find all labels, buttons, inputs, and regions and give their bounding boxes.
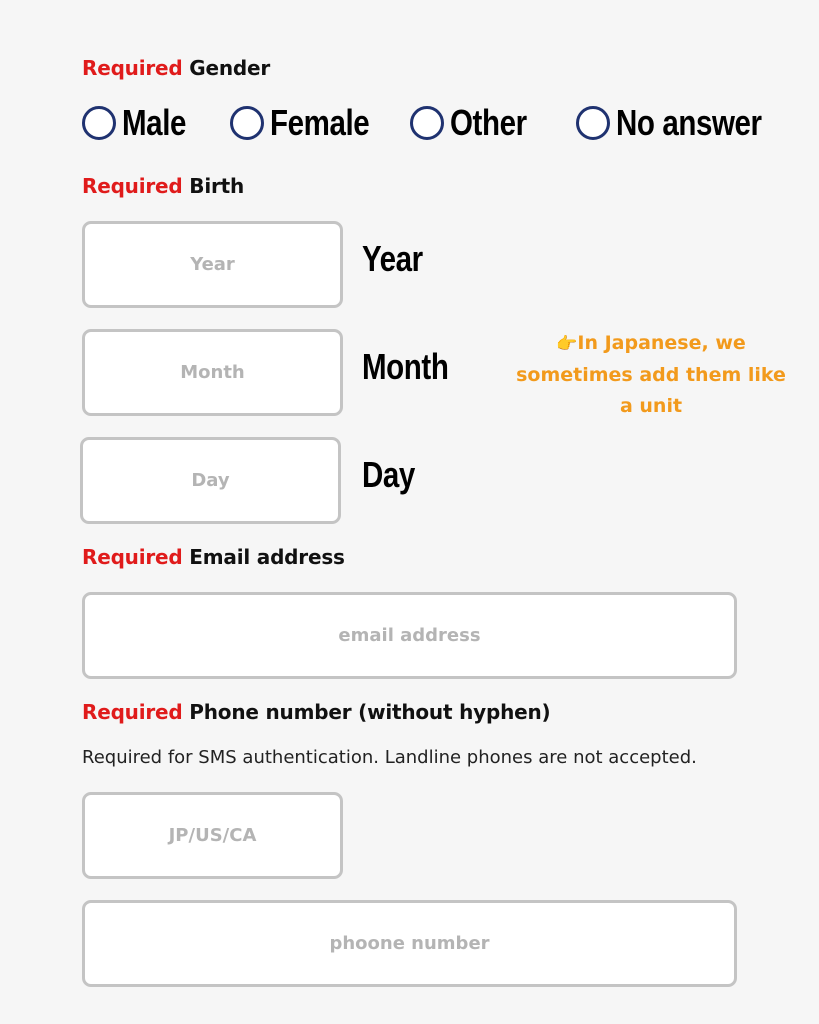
required-tag: Required (82, 174, 183, 198)
gender-radio-group (82, 100, 776, 146)
gender-option-female[interactable] (230, 102, 398, 144)
phone-label-text: Phone number (without hyphen) (189, 700, 551, 724)
birth-year-unit: Year (362, 238, 423, 279)
gender-option-other[interactable] (410, 102, 564, 144)
unit-note-line-3: a unit (619, 395, 683, 417)
birth-month-unit: Month (362, 346, 449, 387)
phone-label (82, 700, 550, 724)
unit-note-line-2: sometimes add them like (516, 364, 786, 386)
gender-label (82, 56, 270, 80)
phone-number-box (82, 900, 737, 987)
radio-button-no-answer[interactable] (576, 106, 610, 140)
birth-label-text: Birth (189, 174, 245, 198)
radio-label-female: Female (270, 102, 370, 143)
radio-button-male[interactable] (82, 106, 116, 140)
birth-year-input[interactable] (85, 253, 340, 276)
required-tag: Required (82, 56, 183, 80)
pointing-hand-icon: 👉 (556, 334, 578, 354)
unit-note (506, 328, 796, 422)
email-label-text: Email address (189, 545, 345, 569)
birth-label (82, 174, 244, 198)
phone-country-input[interactable] (85, 824, 340, 847)
radio-label-no-answer: No answer (616, 102, 762, 143)
required-tag: Required (82, 700, 183, 724)
gender-option-male[interactable] (82, 102, 218, 144)
birth-month-box (82, 329, 343, 416)
birth-year-box (82, 221, 343, 308)
phone-number-input[interactable] (85, 932, 734, 955)
email-box (82, 592, 737, 679)
required-tag: Required (82, 545, 183, 569)
gender-label-text: Gender (189, 56, 271, 80)
radio-label-male: Male (122, 102, 186, 143)
birth-month-input[interactable] (85, 361, 340, 384)
radio-button-other[interactable] (410, 106, 444, 140)
radio-button-female[interactable] (230, 106, 264, 140)
birth-day-input[interactable] (83, 469, 338, 492)
unit-note-line-1: 👉In Japanese, we (556, 332, 746, 354)
email-input[interactable] (85, 624, 734, 647)
birth-day-unit: Day (362, 454, 415, 495)
phone-country-box (82, 792, 343, 879)
phone-helper-text: Required for SMS authentication. Landline phones are not accepted. (82, 747, 697, 768)
radio-label-other: Other (450, 102, 527, 143)
gender-option-no-answer[interactable] (576, 102, 776, 144)
email-label (82, 545, 345, 569)
birth-day-box (80, 437, 341, 524)
